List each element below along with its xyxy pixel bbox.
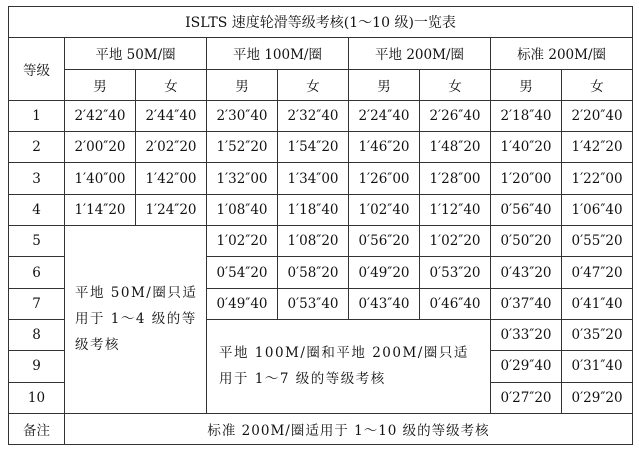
level-cell: 3: [9, 163, 65, 194]
table-row: [9, 132, 633, 163]
time-cell: 1′26″00: [349, 163, 420, 194]
time-cell: 1′42″00: [136, 163, 207, 194]
time-cell: 0′33″20: [491, 319, 562, 350]
time-cell: 1′14″20: [65, 194, 136, 225]
time-cell: 1′20″00: [491, 163, 562, 194]
level-table-container: [8, 6, 633, 445]
time-cell: 2′26″40: [420, 100, 491, 131]
time-cell: 1′52″20: [207, 132, 278, 163]
group-header-flat-100: 平地 100M/圈: [207, 38, 349, 69]
time-cell: 1′08″40: [207, 194, 278, 225]
female-header: 女: [562, 69, 633, 100]
time-cell: 1′24″20: [136, 194, 207, 225]
level-cell: 5: [9, 226, 65, 257]
remark-text: 标准 200M/圈适用于 1～10 级的等级考核: [65, 413, 633, 444]
time-cell: 2′32″40: [278, 100, 349, 131]
time-cell: 1′02″20: [207, 226, 278, 257]
time-cell: 0′35″20: [562, 319, 633, 350]
remark-row: [9, 413, 633, 444]
time-cell: 2′30″40: [207, 100, 278, 131]
time-cell: 0′37″40: [491, 288, 562, 319]
time-cell: 1′40″20: [491, 132, 562, 163]
female-header: 女: [278, 69, 349, 100]
time-cell: 2′42″40: [65, 100, 136, 131]
time-cell: 1′40″00: [65, 163, 136, 194]
level-cell: 2: [9, 132, 65, 163]
time-cell: 1′02″40: [349, 194, 420, 225]
time-cell: 1′02″20: [420, 226, 491, 257]
male-header: 男: [65, 69, 136, 100]
time-cell: 2′44″40: [136, 100, 207, 131]
time-cell: 0′58″20: [278, 257, 349, 288]
time-cell: 0′27″20: [491, 382, 562, 413]
level-cell: 8: [9, 319, 65, 350]
male-header: 男: [349, 69, 420, 100]
time-cell: 1′54″20: [278, 132, 349, 163]
time-cell: 0′46″40: [420, 288, 491, 319]
time-cell: 0′54″20: [207, 257, 278, 288]
time-cell: 2′18″40: [491, 100, 562, 131]
gender-header-row: [9, 69, 633, 100]
time-cell: 0′50″20: [491, 226, 562, 257]
time-cell: 0′53″40: [278, 288, 349, 319]
time-cell: 0′41″40: [562, 288, 633, 319]
time-cell: 2′02″20: [136, 132, 207, 163]
group-header-flat-50: 平地 50M/圈: [65, 38, 207, 69]
time-cell: 1′46″20: [349, 132, 420, 163]
table-row: [9, 163, 633, 194]
time-cell: 2′20″40: [562, 100, 633, 131]
level-cell: 10: [9, 382, 65, 413]
time-cell: 0′49″40: [207, 288, 278, 319]
flat-50-note: 平地 50M/圈只适用于 1～4 级的等级考核: [65, 226, 207, 414]
male-header: 男: [207, 69, 278, 100]
time-cell: 1′12″40: [420, 194, 491, 225]
time-cell: 1′32″00: [207, 163, 278, 194]
time-cell: 0′43″40: [349, 288, 420, 319]
female-header: 女: [420, 69, 491, 100]
time-cell: 1′06″40: [562, 194, 633, 225]
level-cell: 7: [9, 288, 65, 319]
time-cell: 1′28″00: [420, 163, 491, 194]
time-cell: 0′55″20: [562, 226, 633, 257]
time-cell: 0′56″20: [349, 226, 420, 257]
level-table: [8, 6, 633, 445]
table-row: [9, 100, 633, 131]
male-header: 男: [491, 69, 562, 100]
level-cell: 4: [9, 194, 65, 225]
time-cell: 0′53″20: [420, 257, 491, 288]
time-cell: 0′29″40: [491, 351, 562, 382]
group-header-flat-200: 平地 200M/圈: [349, 38, 491, 69]
time-cell: 0′31″40: [562, 351, 633, 382]
flat-100-200-note: 平地 100M/圈和平地 200M/圈只适用于 1～7 级的等级考核: [207, 319, 491, 413]
time-cell: 0′47″20: [562, 257, 633, 288]
table-title: ISLTS 速度轮滑等级考核(1～10 级)一览表: [9, 7, 633, 38]
time-cell: 2′00″20: [65, 132, 136, 163]
female-header: 女: [136, 69, 207, 100]
time-cell: 2′24″40: [349, 100, 420, 131]
group-header-row: [9, 38, 633, 69]
time-cell: 1′08″20: [278, 226, 349, 257]
table-row: [9, 226, 633, 257]
time-cell: 0′29″20: [562, 382, 633, 413]
group-header-standard-200: 标准 200M/圈: [491, 38, 633, 69]
time-cell: 1′34″00: [278, 163, 349, 194]
time-cell: 1′22″00: [562, 163, 633, 194]
time-cell: 0′43″20: [491, 257, 562, 288]
table-row: [9, 194, 633, 225]
remark-label: 备注: [9, 413, 65, 444]
time-cell: 0′49″20: [349, 257, 420, 288]
level-header: 等级: [9, 38, 65, 101]
title-row: [9, 7, 633, 38]
time-cell: 1′42″20: [562, 132, 633, 163]
level-cell: 1: [9, 100, 65, 131]
time-cell: 0′56″40: [491, 194, 562, 225]
level-cell: 9: [9, 351, 65, 382]
time-cell: 1′18″40: [278, 194, 349, 225]
level-cell: 6: [9, 257, 65, 288]
time-cell: 1′48″20: [420, 132, 491, 163]
